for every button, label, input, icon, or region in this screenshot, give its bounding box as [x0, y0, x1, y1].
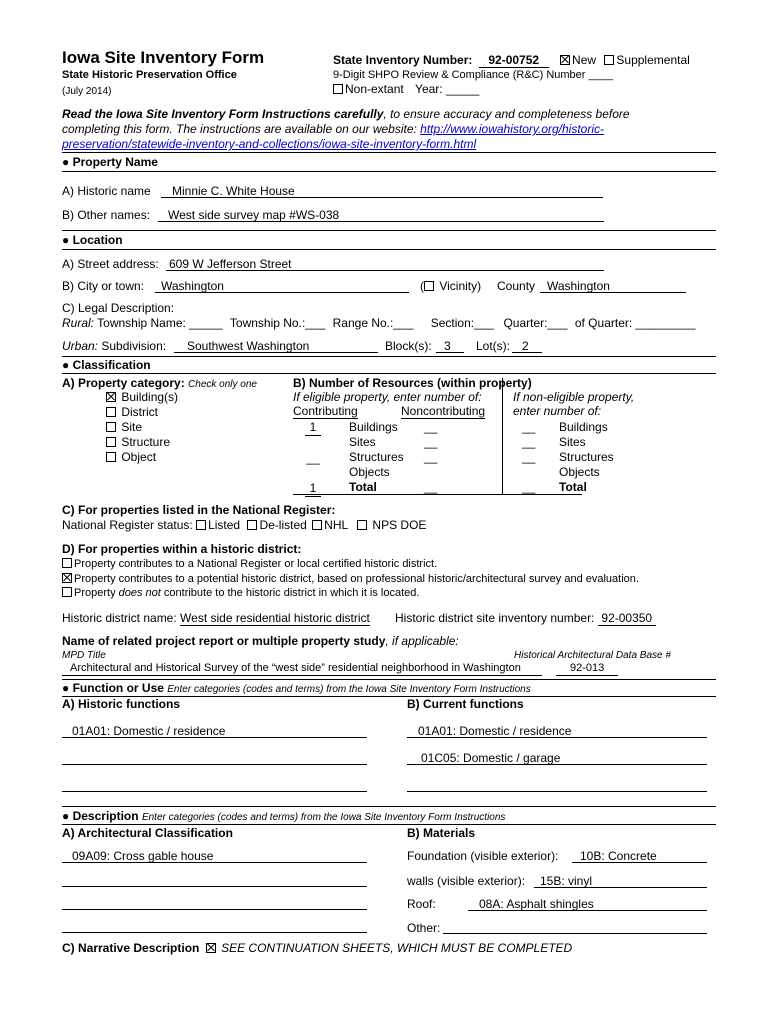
historic-function-field-3[interactable] — [62, 791, 367, 792]
category-structure[interactable]: Structure — [106, 435, 178, 450]
historic-name-field[interactable] — [161, 197, 603, 198]
township-no-field[interactable]: Township No.:___ — [229, 316, 326, 330]
quarter-field[interactable]: Quarter:___ — [503, 316, 568, 330]
listed-checkbox[interactable] — [196, 520, 206, 530]
noncontrib-sites[interactable]: __ — [424, 435, 438, 449]
other-names-value: West side survey map #WS-038 — [168, 208, 340, 222]
divider — [62, 152, 716, 153]
historic-functions-label: A) Historic functions — [62, 697, 181, 711]
county-field[interactable] — [540, 292, 686, 293]
subdivision-value: Southwest Washington — [187, 339, 310, 353]
category-list — [106, 390, 178, 465]
narrative-note: SEE CONTINUATION SHEETS, WHICH MUST BE COMPLETED — [221, 941, 573, 955]
arch-field-4[interactable] — [62, 932, 367, 933]
divider — [62, 249, 716, 250]
database-value: 92-013 — [570, 662, 605, 674]
district-site-number-row — [395, 611, 656, 626]
resources-divider — [502, 378, 503, 495]
divider — [62, 824, 716, 825]
rural-row: Rural: Township Name: _____ Township No.:___ Range No.:___ Section:___ Quarter:___ of Quarter: _________ — [62, 316, 696, 330]
district-opt1-checkbox[interactable] — [62, 558, 72, 568]
category-site[interactable]: Site — [106, 420, 178, 435]
category-district[interactable]: District — [106, 405, 178, 420]
district-site-number-field[interactable]: 92-00350 — [598, 611, 656, 626]
blocks-field[interactable] — [436, 352, 464, 353]
vicinity-checkbox[interactable] — [424, 281, 434, 291]
other-names-field[interactable] — [158, 221, 604, 222]
resources-title: B) Number of Resources (within property) — [293, 376, 532, 390]
noncontrib-structures[interactable]: __ — [424, 450, 438, 464]
arch-field-1[interactable] — [62, 862, 367, 863]
noneligible-hint-1: If non-eligible property, — [513, 390, 635, 404]
noncontrib-objects[interactable] — [424, 465, 437, 480]
current-function-2: 01C05: Domestic / garage — [421, 751, 561, 765]
section-function: ● Function or Use Enter categories (codes and terms) from the Iowa Site Inventory Form Instructions — [62, 681, 531, 695]
instructions-link-2[interactable]: preservation/statewide-inventory-and-collections/iowa-site-inventory-form.html — [62, 137, 477, 151]
inventory-number-field[interactable]: 92-00752 — [479, 53, 549, 68]
nonelig-structures[interactable]: __ — [522, 450, 536, 464]
city-field[interactable] — [155, 292, 409, 293]
contributing-values — [305, 420, 321, 497]
nonelig-sites[interactable]: __ — [522, 435, 536, 449]
other-names-label: B) Other names: — [62, 208, 151, 222]
mpd-title-label: MPD Title — [62, 650, 106, 661]
current-function-field-1[interactable] — [407, 737, 707, 738]
database-field[interactable] — [556, 675, 618, 676]
contributing-heading: Contributing — [293, 404, 358, 418]
totals-line — [293, 494, 502, 495]
street-field[interactable] — [166, 270, 604, 271]
instructions-link-1[interactable]: http://www.iowahistory.org/historic- — [420, 122, 605, 136]
current-function-field-3[interactable] — [407, 791, 707, 792]
intro-line-3 — [62, 137, 476, 151]
lots-field[interactable] — [512, 352, 542, 353]
other-material-field[interactable] — [443, 933, 707, 934]
database-label: Historical Architectural Data Base # — [514, 650, 671, 661]
urban-row: Urban: Subdivision: — [62, 339, 167, 353]
rc-number-field[interactable]: 9-Digit SHPO Review & Compliance (R&C) Number ____ — [333, 69, 613, 81]
nonelig-objects[interactable] — [522, 465, 535, 480]
street-value: 609 W Jefferson Street — [169, 257, 292, 271]
district-site-number-label: Historic district site inventory number: — [395, 611, 595, 625]
noncontrib-buildings[interactable]: __ — [424, 420, 438, 434]
historic-name-label: A) Historic name — [62, 184, 151, 198]
nonextant-row — [333, 82, 479, 96]
contrib-buildings[interactable]: 1 — [305, 420, 321, 436]
divider — [62, 806, 716, 807]
range-no-field[interactable]: Range No.:___ — [332, 316, 414, 330]
roof-label: Roof: — [407, 897, 436, 911]
county-value: Washington — [547, 279, 610, 293]
supplemental-label: Supplemental — [616, 53, 690, 67]
arch-classification-1: 09A09: Cross gable house — [72, 849, 214, 863]
site-checkbox[interactable] — [106, 422, 116, 432]
divider — [62, 373, 716, 374]
arch-field-2[interactable] — [62, 886, 367, 887]
arch-classification-label: A) Architectural Classification — [62, 826, 233, 840]
legal-description-label: C) Legal Description: — [62, 301, 175, 315]
noncontributing-values — [424, 420, 437, 495]
property-category-heading: A) Property category: Check only one — [62, 376, 257, 390]
totals-line — [502, 494, 582, 495]
city-value: Washington — [161, 279, 224, 293]
contrib-structures[interactable]: __ — [306, 451, 320, 465]
vicinity-row: ( Vicinity) — [420, 279, 482, 293]
district-name-field[interactable]: West side residential historic district — [180, 611, 370, 625]
roof-field[interactable] — [468, 910, 707, 911]
foundation-field[interactable] — [572, 862, 707, 863]
district-name-row — [62, 611, 370, 626]
contrib-sites[interactable] — [305, 436, 321, 451]
mpd-title-field[interactable] — [62, 675, 542, 676]
office-name: State Historic Preservation Office — [62, 69, 237, 81]
section-location: ● Location — [62, 233, 123, 247]
divider — [62, 230, 716, 231]
category-object[interactable]: Object — [106, 450, 178, 465]
historic-function-1: 01A01: Domestic / residence — [72, 724, 226, 738]
noneligible-hint-2: enter number of: — [513, 404, 602, 418]
delisted-checkbox[interactable] — [247, 520, 257, 530]
nonelig-total[interactable]: __ — [522, 480, 536, 494]
lots-value: 2 — [522, 339, 529, 353]
form-date: (July 2014) — [62, 86, 112, 97]
district-opt3-checkbox[interactable] — [62, 587, 72, 597]
divider — [62, 679, 716, 680]
walls-field[interactable] — [534, 887, 707, 888]
current-function-1: 01A01: Domestic / residence — [418, 724, 572, 738]
district-title: D) For properties within a historic district: — [62, 542, 302, 556]
district-checkbox[interactable] — [106, 407, 116, 417]
street-label: A) Street address: — [62, 257, 159, 271]
subdivision-field[interactable] — [174, 352, 378, 353]
intro-rest: , to ensure accuracy and completeness before — [383, 107, 630, 121]
other-material-label: Other: — [407, 921, 441, 935]
nps-doe-checkbox[interactable] — [357, 520, 367, 530]
noncontributing-heading: Noncontributing — [401, 404, 486, 418]
contrib-total[interactable]: 1 — [305, 481, 321, 497]
foundation-value: 10B: Concrete — [580, 849, 657, 863]
new-label: New — [572, 53, 597, 67]
vicinity-label: Vicinity) — [439, 279, 482, 293]
object-checkbox[interactable] — [106, 452, 116, 462]
eligible-hint: If eligible property, enter number of: — [293, 390, 482, 404]
subdivision-label: Subdivision: — [101, 339, 167, 353]
narrative-row — [62, 941, 572, 955]
walls-label: walls (visible exterior): — [407, 874, 526, 888]
national-register-title: C) For properties listed in the National Register: — [62, 503, 336, 517]
district-option-1[interactable]: Property contributes to a National Register or local certified historic district. — [62, 558, 437, 570]
arch-field-3[interactable] — [62, 909, 367, 910]
building-checkbox[interactable] — [106, 392, 116, 402]
historic-function-field-1[interactable] — [62, 737, 367, 738]
intro-line-1 — [62, 107, 630, 121]
section-classification: ● Classification — [62, 358, 151, 372]
historic-name-value: Minnie C. White House — [172, 184, 295, 198]
county-label: County — [497, 279, 536, 293]
roof-value: 08A: Asphalt shingles — [479, 897, 594, 911]
foundation-label: Foundation (visible exterior): — [407, 849, 559, 863]
district-option-2[interactable]: Property contributes to a potential historic district, based on professional historic/architectural survey and evaluation. — [62, 573, 639, 585]
intro-text: completing this form. The instructions are available on our website: — [62, 122, 421, 136]
district-opt2-checkbox[interactable] — [62, 573, 72, 583]
of-quarter-field[interactable]: of Quarter: _________ — [574, 316, 696, 330]
historic-function-field-2[interactable] — [62, 764, 367, 765]
current-function-field-2[interactable] — [407, 764, 707, 765]
township-name-field[interactable]: Township Name: _____ — [97, 316, 223, 330]
intro-bold: Read the Iowa Site Inventory Form Instructions carefully — [62, 107, 384, 121]
national-register-status: National Register status: Listed De-listed NHL NPS DOE — [62, 518, 427, 532]
intro-line-2 — [62, 122, 604, 136]
inventory-number-row — [333, 53, 690, 68]
noneligible-values — [522, 420, 535, 495]
nhl-checkbox[interactable] — [312, 520, 322, 530]
walls-value: 15B: vinyl — [540, 874, 593, 888]
narrative-label: C) Narrative Description — [62, 941, 200, 955]
new-checkbox[interactable] — [560, 55, 570, 65]
related-title: Name of related project report or multiple property study, if applicable: — [62, 634, 459, 648]
district-option-3[interactable]: Property does not contribute to the historic district in which it is located. — [62, 587, 419, 599]
section-description: ● Description Enter categories (codes and terms) from the Iowa Site Inventory Form Instructions — [62, 809, 506, 823]
supplemental-checkbox[interactable] — [604, 55, 614, 65]
structure-checkbox[interactable] — [106, 437, 116, 447]
inventory-number-label: State Inventory Number: — [333, 53, 473, 67]
section-field[interactable]: Section:___ — [430, 316, 495, 330]
materials-label: B) Materials — [407, 826, 476, 840]
category-building[interactable]: Building(s) — [106, 390, 178, 405]
resource-types-right: Buildings Sites Structures Objects Total — [559, 420, 614, 494]
current-functions-label: B) Current functions — [407, 697, 524, 711]
section-property-name: ● Property Name — [62, 155, 158, 169]
blocks-value: 3 — [444, 339, 451, 353]
district-name-label: Historic district name: — [62, 611, 177, 625]
nonextant-checkbox[interactable] — [333, 84, 343, 94]
form-title: Iowa Site Inventory Form — [62, 48, 265, 67]
blocks-label: Block(s): — [385, 339, 432, 353]
lots-label: Lot(s): — [476, 339, 511, 353]
city-label: B) City or town: — [62, 279, 145, 293]
contrib-objects[interactable] — [305, 466, 321, 481]
divider — [62, 356, 716, 357]
narrative-checkbox[interactable] — [206, 943, 216, 953]
nonextant-label: Non-extant — [345, 82, 404, 96]
divider — [62, 171, 716, 172]
noncontrib-total[interactable]: __ — [424, 480, 438, 494]
nonelig-buildings[interactable]: __ — [522, 420, 536, 434]
year-field[interactable]: Year: _____ — [415, 82, 480, 96]
resource-types-left: Buildings Sites Structures Objects Total — [349, 420, 404, 494]
mpd-title-value: Architectural and Historical Survey of the “west side” residential neighborhood in Washington — [70, 662, 521, 674]
